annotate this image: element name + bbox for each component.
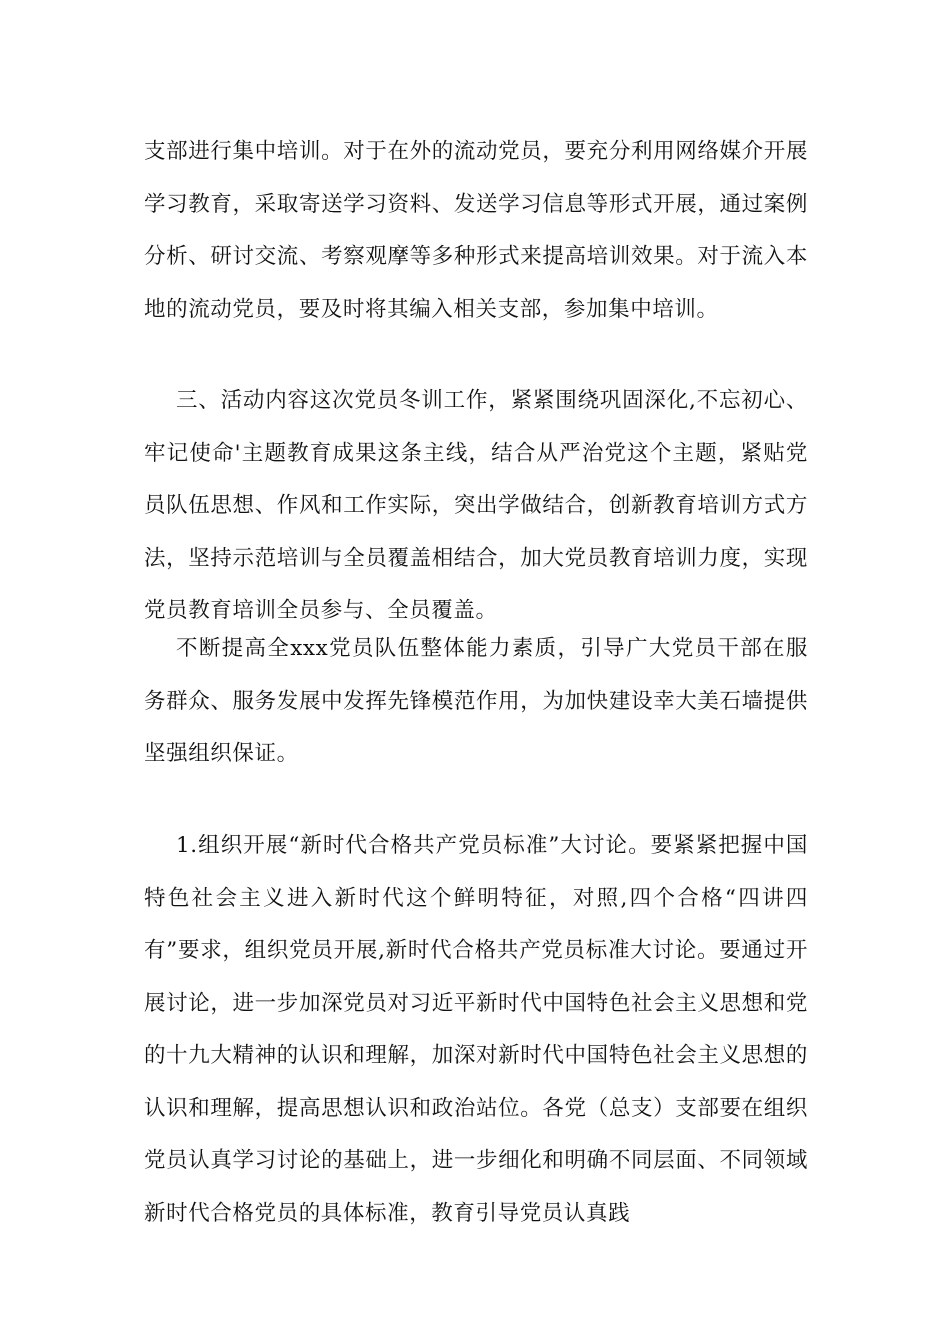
paragraph-discussion: 1.组织开展“新时代合格共产党员标准”大讨论。要紧紧把握中国特色社会主义进入新时代这个鲜明特征，对照,四个合格“四讲四有”要求，组织党员开展,新时代合格共产党员标准大讨论。要通过开展讨论，进一步加深党员对习近平新时代中国特色社会主义思想和党的十九大精神的认识和理解，加深对新时代中国特色社会主义思想的认识和理解，提高思想认识和政治站位。各党（总支）支部要在组织党员认真学习讨论的基础上，进一步细化和明确不同层面、不同领域新时代合格党员的具体标准，教育引导党员认真践: [144, 833, 808, 1226]
paragraph-activity-content: 三、活动内容这次党员冬训工作，紧紧围绕巩固深化,不忘初心、牢记使命'主题教育成果这条主线，结合从严治党这个主题，紧贴党员队伍思想、作风和工作实际，突出学做结合，创新教育培训方式方法，坚持示范培训与全员覆盖相结合，加大党员教育培训力度，实现党员教育培训全员参与、全员覆盖。: [144, 388, 808, 623]
paragraph-training: 支部进行集中培训。对于在外的流动党员，要充分利用网络媒介开展学习教育，采取寄送学习资料、发送学习信息等形式开展，通过案例分析、研讨交流、考察观摩等多种形式来提高培训效果。对于流入本地的流动党员，要及时将其编入相关支部，参加集中培训。: [144, 139, 808, 322]
paragraph-improve-quality: 不断提高全xxx党员队伍整体能力素质，引导广大党员干部在服务群众、服务发展中发挥先锋模范作用，为加快建设幸大美石墙提供坚强组织保证。: [144, 636, 808, 766]
